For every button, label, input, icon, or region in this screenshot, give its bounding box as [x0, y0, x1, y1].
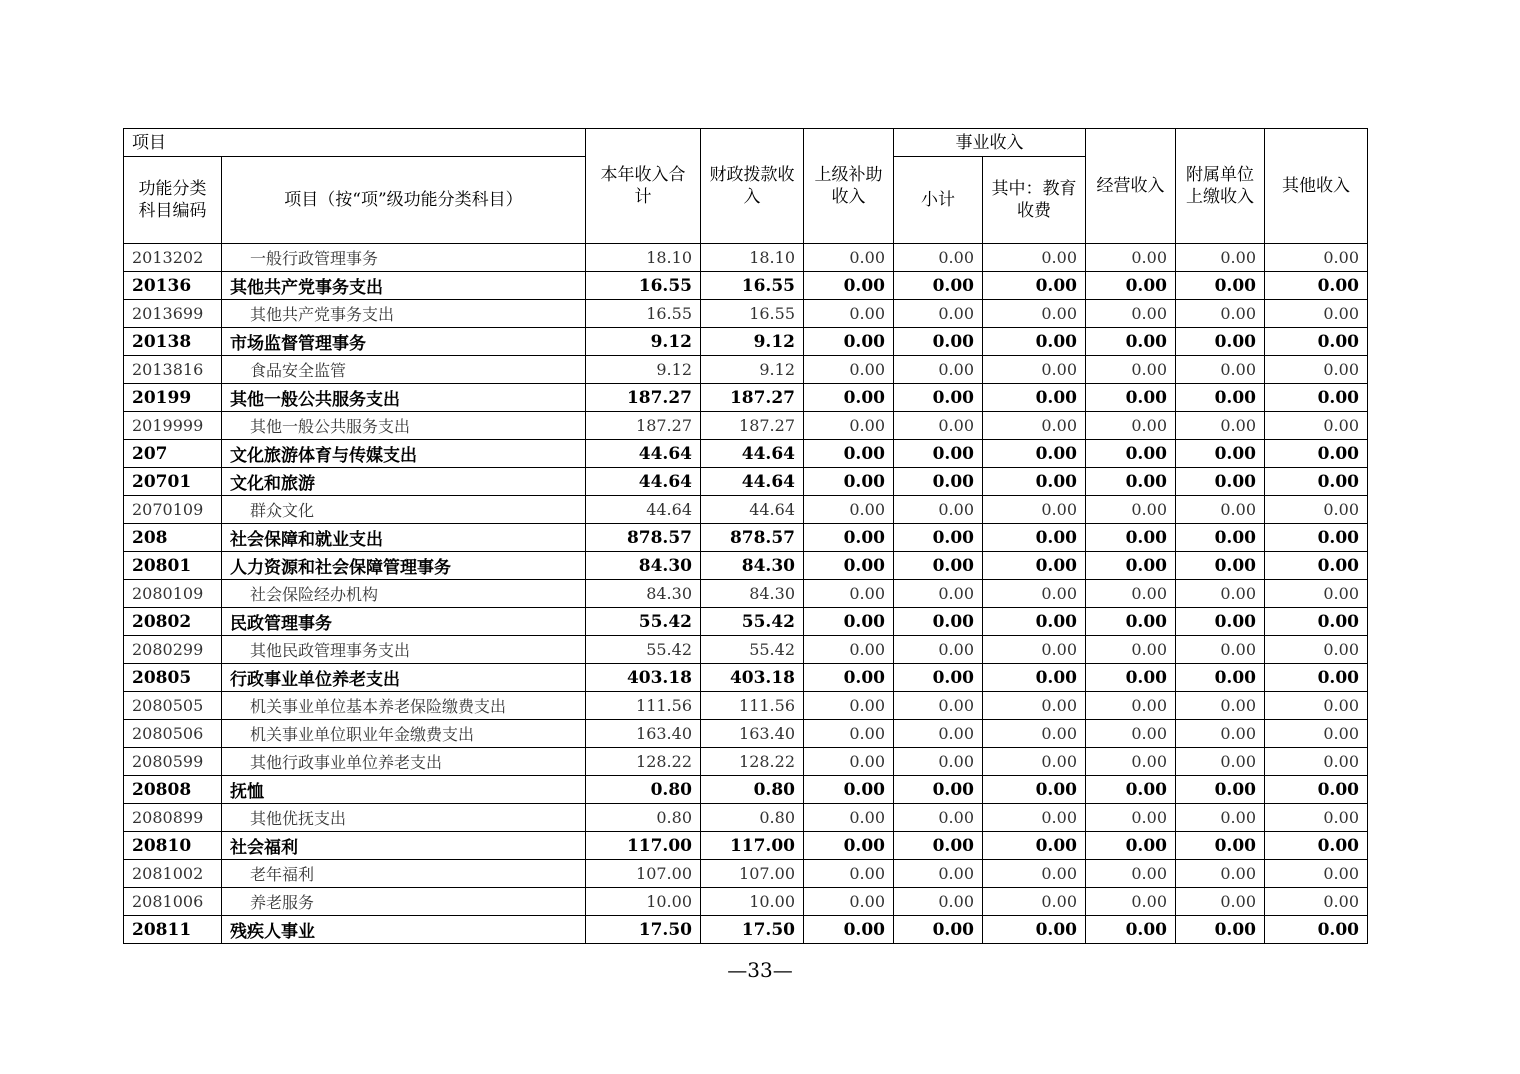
row-value: 55.42 — [586, 636, 701, 664]
row-value: 55.42 — [701, 608, 804, 636]
table-row — [124, 832, 1368, 860]
row-value: 0.00 — [983, 664, 1086, 692]
row-value: 55.42 — [701, 636, 804, 664]
row-value: 0.00 — [1265, 608, 1368, 636]
row-value: 0.00 — [1265, 440, 1368, 468]
row-value: 0.00 — [894, 356, 983, 384]
row-value: 0.00 — [1086, 888, 1176, 916]
row-value: 0.00 — [894, 524, 983, 552]
row-value: 0.00 — [1176, 580, 1265, 608]
row-value: 16.55 — [586, 272, 701, 300]
income-table — [123, 128, 1368, 944]
row-value: 878.57 — [586, 524, 701, 552]
row-value: 0.00 — [1265, 804, 1368, 832]
row-value: 187.27 — [701, 412, 804, 440]
row-code: 2080599 — [124, 748, 222, 776]
row-code: 2080899 — [124, 804, 222, 832]
row-value: 0.00 — [1086, 384, 1176, 412]
row-name: 抚恤 — [222, 776, 586, 804]
row-value: 0.00 — [983, 356, 1086, 384]
row-value: 0.00 — [1176, 608, 1265, 636]
row-value: 0.00 — [1086, 720, 1176, 748]
table-row — [124, 916, 1368, 944]
row-value: 0.00 — [1086, 748, 1176, 776]
row-value: 0.00 — [983, 916, 1086, 944]
row-name: 老年福利 — [222, 860, 586, 888]
row-value: 44.64 — [586, 496, 701, 524]
row-value: 0.00 — [894, 300, 983, 328]
row-value: 128.22 — [701, 748, 804, 776]
row-code: 2080299 — [124, 636, 222, 664]
row-name: 文化和旅游 — [222, 468, 586, 496]
row-value: 0.00 — [894, 552, 983, 580]
row-value: 0.00 — [894, 776, 983, 804]
row-value: 0.00 — [1265, 524, 1368, 552]
table-row — [124, 412, 1368, 440]
row-value: 0.00 — [894, 804, 983, 832]
income-table-container — [123, 128, 1367, 944]
row-value: 0.00 — [1265, 552, 1368, 580]
row-value: 44.64 — [586, 468, 701, 496]
header-affiliate: 附属单位上缴收入 — [1176, 129, 1265, 244]
row-value: 84.30 — [701, 552, 804, 580]
row-value: 0.00 — [894, 860, 983, 888]
row-value: 0.00 — [1176, 468, 1265, 496]
row-name: 社会保险经办机构 — [222, 580, 586, 608]
row-code: 2080505 — [124, 692, 222, 720]
row-name: 其他优抚支出 — [222, 804, 586, 832]
row-value: 0.00 — [894, 496, 983, 524]
row-value: 878.57 — [701, 524, 804, 552]
row-value: 0.00 — [894, 328, 983, 356]
table-row — [124, 692, 1368, 720]
table-row — [124, 888, 1368, 916]
row-value: 0.00 — [1086, 692, 1176, 720]
row-value: 0.00 — [804, 804, 894, 832]
table-row — [124, 356, 1368, 384]
row-value: 0.00 — [983, 468, 1086, 496]
row-value: 0.00 — [804, 636, 894, 664]
row-name: 人力资源和社会保障管理事务 — [222, 552, 586, 580]
row-value: 0.00 — [894, 468, 983, 496]
row-value: 0.00 — [1265, 384, 1368, 412]
row-value: 0.00 — [1265, 916, 1368, 944]
row-value: 0.00 — [1265, 300, 1368, 328]
header-total: 本年收入合计 — [586, 129, 701, 244]
row-value: 117.00 — [701, 832, 804, 860]
row-value: 0.00 — [804, 244, 894, 272]
row-code: 20810 — [124, 832, 222, 860]
row-value: 0.00 — [1265, 636, 1368, 664]
header-operating: 经营收入 — [1086, 129, 1176, 244]
row-code: 20138 — [124, 328, 222, 356]
row-value: 0.00 — [983, 524, 1086, 552]
row-value: 0.00 — [804, 888, 894, 916]
row-value: 0.00 — [1176, 328, 1265, 356]
row-value: 0.00 — [983, 720, 1086, 748]
row-value: 0.00 — [1176, 720, 1265, 748]
row-value: 0.00 — [1265, 888, 1368, 916]
row-value: 16.55 — [701, 272, 804, 300]
row-value: 0.00 — [1086, 832, 1176, 860]
row-value: 0.00 — [1176, 384, 1265, 412]
row-name: 残疾人事业 — [222, 916, 586, 944]
row-value: 0.80 — [701, 776, 804, 804]
row-value: 117.00 — [586, 832, 701, 860]
row-value: 0.00 — [1176, 524, 1265, 552]
row-code: 2080506 — [124, 720, 222, 748]
row-value: 163.40 — [701, 720, 804, 748]
table-row — [124, 720, 1368, 748]
row-name: 社会福利 — [222, 832, 586, 860]
row-value: 44.64 — [586, 440, 701, 468]
row-value: 128.22 — [586, 748, 701, 776]
row-value: 0.00 — [894, 440, 983, 468]
row-value: 187.27 — [586, 384, 701, 412]
row-value: 0.00 — [1176, 888, 1265, 916]
row-value: 16.55 — [586, 300, 701, 328]
row-value: 0.00 — [983, 692, 1086, 720]
row-name: 其他民政管理事务支出 — [222, 636, 586, 664]
row-value: 0.00 — [1086, 440, 1176, 468]
row-value: 0.00 — [1176, 552, 1265, 580]
row-name: 其他行政事业单位养老支出 — [222, 748, 586, 776]
row-value: 0.80 — [586, 776, 701, 804]
row-name: 其他共产党事务支出 — [222, 272, 586, 300]
row-value: 0.00 — [983, 748, 1086, 776]
row-value: 0.00 — [1086, 328, 1176, 356]
row-name: 食品安全监管 — [222, 356, 586, 384]
row-name: 文化旅游体育与传媒支出 — [222, 440, 586, 468]
row-value: 10.00 — [701, 888, 804, 916]
row-value: 44.64 — [701, 468, 804, 496]
row-value: 0.00 — [1265, 832, 1368, 860]
table-row — [124, 440, 1368, 468]
row-value: 0.00 — [804, 776, 894, 804]
row-value: 0.00 — [1176, 356, 1265, 384]
row-code: 2070109 — [124, 496, 222, 524]
row-value: 0.00 — [983, 440, 1086, 468]
row-value: 9.12 — [586, 356, 701, 384]
row-value: 0.00 — [1265, 468, 1368, 496]
table-row — [124, 776, 1368, 804]
row-value: 0.00 — [894, 384, 983, 412]
row-value: 0.00 — [983, 776, 1086, 804]
row-value: 0.00 — [894, 412, 983, 440]
row-value: 0.00 — [1265, 580, 1368, 608]
row-value: 0.00 — [983, 272, 1086, 300]
row-value: 0.00 — [894, 720, 983, 748]
row-name: 群众文化 — [222, 496, 586, 524]
row-value: 0.00 — [1086, 636, 1176, 664]
row-value: 0.00 — [1265, 272, 1368, 300]
row-value: 0.00 — [1265, 356, 1368, 384]
row-value: 0.00 — [1086, 496, 1176, 524]
row-value: 0.00 — [983, 244, 1086, 272]
row-code: 208 — [124, 524, 222, 552]
row-value: 0.00 — [804, 468, 894, 496]
row-value: 0.00 — [983, 328, 1086, 356]
row-value: 0.00 — [1086, 916, 1176, 944]
row-value: 0.00 — [1086, 860, 1176, 888]
row-value: 0.00 — [1176, 804, 1265, 832]
row-code: 20811 — [124, 916, 222, 944]
row-value: 0.00 — [894, 748, 983, 776]
row-value: 9.12 — [701, 356, 804, 384]
row-value: 0.00 — [983, 496, 1086, 524]
row-value: 0.00 — [1265, 748, 1368, 776]
row-value: 403.18 — [586, 664, 701, 692]
row-value: 0.00 — [1265, 244, 1368, 272]
table-row — [124, 664, 1368, 692]
row-value: 10.00 — [586, 888, 701, 916]
row-value: 16.55 — [701, 300, 804, 328]
row-value: 0.00 — [1086, 580, 1176, 608]
row-value: 0.00 — [983, 804, 1086, 832]
row-name: 其他一般公共服务支出 — [222, 412, 586, 440]
table-header — [124, 129, 1368, 244]
table-row — [124, 860, 1368, 888]
table-row — [124, 272, 1368, 300]
row-value: 0.00 — [804, 832, 894, 860]
row-value: 0.80 — [586, 804, 701, 832]
row-value: 0.00 — [894, 888, 983, 916]
row-value: 403.18 — [701, 664, 804, 692]
row-value: 44.64 — [701, 440, 804, 468]
table-row — [124, 608, 1368, 636]
row-value: 17.50 — [701, 916, 804, 944]
row-value: 0.00 — [1086, 608, 1176, 636]
row-value: 0.00 — [804, 300, 894, 328]
row-value: 0.00 — [804, 524, 894, 552]
row-value: 0.00 — [804, 580, 894, 608]
row-value: 0.00 — [1265, 860, 1368, 888]
page-number: —33— — [727, 958, 793, 982]
table-row — [124, 244, 1368, 272]
row-value: 0.00 — [983, 412, 1086, 440]
row-code: 20801 — [124, 552, 222, 580]
row-value: 0.00 — [1176, 412, 1265, 440]
row-code: 20199 — [124, 384, 222, 412]
row-value: 0.00 — [1265, 720, 1368, 748]
row-value: 0.00 — [983, 608, 1086, 636]
row-value: 0.00 — [1265, 412, 1368, 440]
row-value: 0.00 — [804, 328, 894, 356]
row-value: 0.00 — [1176, 272, 1265, 300]
row-value: 0.00 — [804, 496, 894, 524]
table-body — [124, 244, 1368, 944]
header-code: 功能分类科目编码 — [124, 157, 222, 244]
row-name: 机关事业单位基本养老保险缴费支出 — [222, 692, 586, 720]
row-code: 2013816 — [124, 356, 222, 384]
row-value: 0.00 — [983, 860, 1086, 888]
row-value: 0.00 — [1086, 244, 1176, 272]
table-row — [124, 384, 1368, 412]
row-value: 0.00 — [1176, 300, 1265, 328]
row-value: 0.00 — [894, 664, 983, 692]
row-name: 民政管理事务 — [222, 608, 586, 636]
row-code: 20805 — [124, 664, 222, 692]
row-value: 163.40 — [586, 720, 701, 748]
table-row — [124, 496, 1368, 524]
row-name: 机关事业单位职业年金缴费支出 — [222, 720, 586, 748]
row-value: 84.30 — [701, 580, 804, 608]
header-name: 项目（按“项”级功能分类科目） — [222, 157, 586, 244]
header-project: 项目 — [124, 129, 586, 157]
row-value: 0.00 — [804, 608, 894, 636]
row-value: 0.00 — [1176, 692, 1265, 720]
row-name: 其他一般公共服务支出 — [222, 384, 586, 412]
row-value: 187.27 — [701, 384, 804, 412]
row-value: 187.27 — [586, 412, 701, 440]
table-row — [124, 580, 1368, 608]
row-value: 0.00 — [894, 272, 983, 300]
row-value: 0.00 — [894, 580, 983, 608]
row-value: 0.00 — [1086, 468, 1176, 496]
row-value: 0.00 — [1176, 776, 1265, 804]
row-value: 111.56 — [586, 692, 701, 720]
row-code: 207 — [124, 440, 222, 468]
row-value: 0.00 — [1176, 636, 1265, 664]
row-value: 0.00 — [1265, 692, 1368, 720]
row-code: 20808 — [124, 776, 222, 804]
table-row — [124, 328, 1368, 356]
row-code: 20701 — [124, 468, 222, 496]
row-value: 0.00 — [804, 916, 894, 944]
row-value: 0.00 — [1086, 664, 1176, 692]
row-value: 0.00 — [894, 608, 983, 636]
row-value: 0.00 — [1265, 776, 1368, 804]
table-row — [124, 552, 1368, 580]
row-code: 2081002 — [124, 860, 222, 888]
row-name: 一般行政管理事务 — [222, 244, 586, 272]
row-value: 44.64 — [701, 496, 804, 524]
table-row — [124, 468, 1368, 496]
row-code: 2013699 — [124, 300, 222, 328]
row-value: 0.00 — [1265, 664, 1368, 692]
row-value: 55.42 — [586, 608, 701, 636]
row-value: 0.00 — [983, 384, 1086, 412]
row-value: 0.00 — [1086, 356, 1176, 384]
row-value: 0.00 — [983, 888, 1086, 916]
row-value: 111.56 — [701, 692, 804, 720]
row-value: 18.10 — [586, 244, 701, 272]
table-row — [124, 524, 1368, 552]
row-value: 0.00 — [1176, 748, 1265, 776]
row-value: 0.00 — [983, 580, 1086, 608]
row-value: 0.00 — [894, 244, 983, 272]
row-value: 0.00 — [983, 552, 1086, 580]
row-value: 0.00 — [1086, 300, 1176, 328]
row-value: 0.00 — [894, 692, 983, 720]
row-value: 0.00 — [1086, 776, 1176, 804]
row-value: 0.00 — [1265, 328, 1368, 356]
row-value: 0.00 — [804, 692, 894, 720]
row-value: 18.10 — [701, 244, 804, 272]
row-value: 0.00 — [894, 832, 983, 860]
row-value: 0.00 — [1176, 664, 1265, 692]
row-value: 0.00 — [1176, 244, 1265, 272]
header-fiscal: 财政拨款收入 — [701, 129, 804, 244]
table-row — [124, 300, 1368, 328]
row-value: 0.00 — [804, 384, 894, 412]
row-value: 0.00 — [983, 636, 1086, 664]
row-value: 0.00 — [804, 720, 894, 748]
row-value: 0.00 — [804, 412, 894, 440]
row-code: 2081006 — [124, 888, 222, 916]
row-value: 0.00 — [804, 356, 894, 384]
row-value: 0.00 — [804, 440, 894, 468]
row-value: 0.00 — [1176, 496, 1265, 524]
row-value: 0.00 — [804, 272, 894, 300]
row-value: 0.00 — [1176, 832, 1265, 860]
row-value: 0.00 — [804, 860, 894, 888]
row-name: 市场监督管理事务 — [222, 328, 586, 356]
row-value: 0.80 — [701, 804, 804, 832]
row-code: 20136 — [124, 272, 222, 300]
header-subtotal: 小计 — [894, 157, 983, 244]
row-value: 0.00 — [983, 300, 1086, 328]
row-value: 0.00 — [1176, 916, 1265, 944]
row-value: 84.30 — [586, 580, 701, 608]
header-other: 其他收入 — [1265, 129, 1368, 244]
row-value: 0.00 — [1176, 860, 1265, 888]
row-value: 0.00 — [804, 664, 894, 692]
row-value: 0.00 — [1086, 524, 1176, 552]
row-value: 0.00 — [804, 552, 894, 580]
row-value: 0.00 — [1265, 496, 1368, 524]
row-value: 0.00 — [1086, 412, 1176, 440]
row-value: 0.00 — [1086, 552, 1176, 580]
row-name: 社会保障和就业支出 — [222, 524, 586, 552]
row-value: 0.00 — [983, 832, 1086, 860]
row-value: 17.50 — [586, 916, 701, 944]
row-value: 0.00 — [1176, 440, 1265, 468]
row-value: 0.00 — [1086, 272, 1176, 300]
row-code: 2019999 — [124, 412, 222, 440]
table-row — [124, 636, 1368, 664]
row-name: 行政事业单位养老支出 — [222, 664, 586, 692]
row-value: 0.00 — [894, 636, 983, 664]
row-value: 0.00 — [894, 916, 983, 944]
row-value: 84.30 — [586, 552, 701, 580]
row-name: 养老服务 — [222, 888, 586, 916]
row-value: 0.00 — [804, 748, 894, 776]
row-name: 其他共产党事务支出 — [222, 300, 586, 328]
row-code: 2013202 — [124, 244, 222, 272]
table-row — [124, 804, 1368, 832]
row-value: 9.12 — [586, 328, 701, 356]
row-code: 20802 — [124, 608, 222, 636]
row-value: 9.12 — [701, 328, 804, 356]
header-business: 事业收入 — [894, 129, 1086, 157]
row-code: 2080109 — [124, 580, 222, 608]
header-edu: 其中：教育收费 — [983, 157, 1086, 244]
table-row — [124, 748, 1368, 776]
header-superior: 上级补助收入 — [804, 129, 894, 244]
row-value: 107.00 — [586, 860, 701, 888]
row-value: 0.00 — [1086, 804, 1176, 832]
row-value: 107.00 — [701, 860, 804, 888]
